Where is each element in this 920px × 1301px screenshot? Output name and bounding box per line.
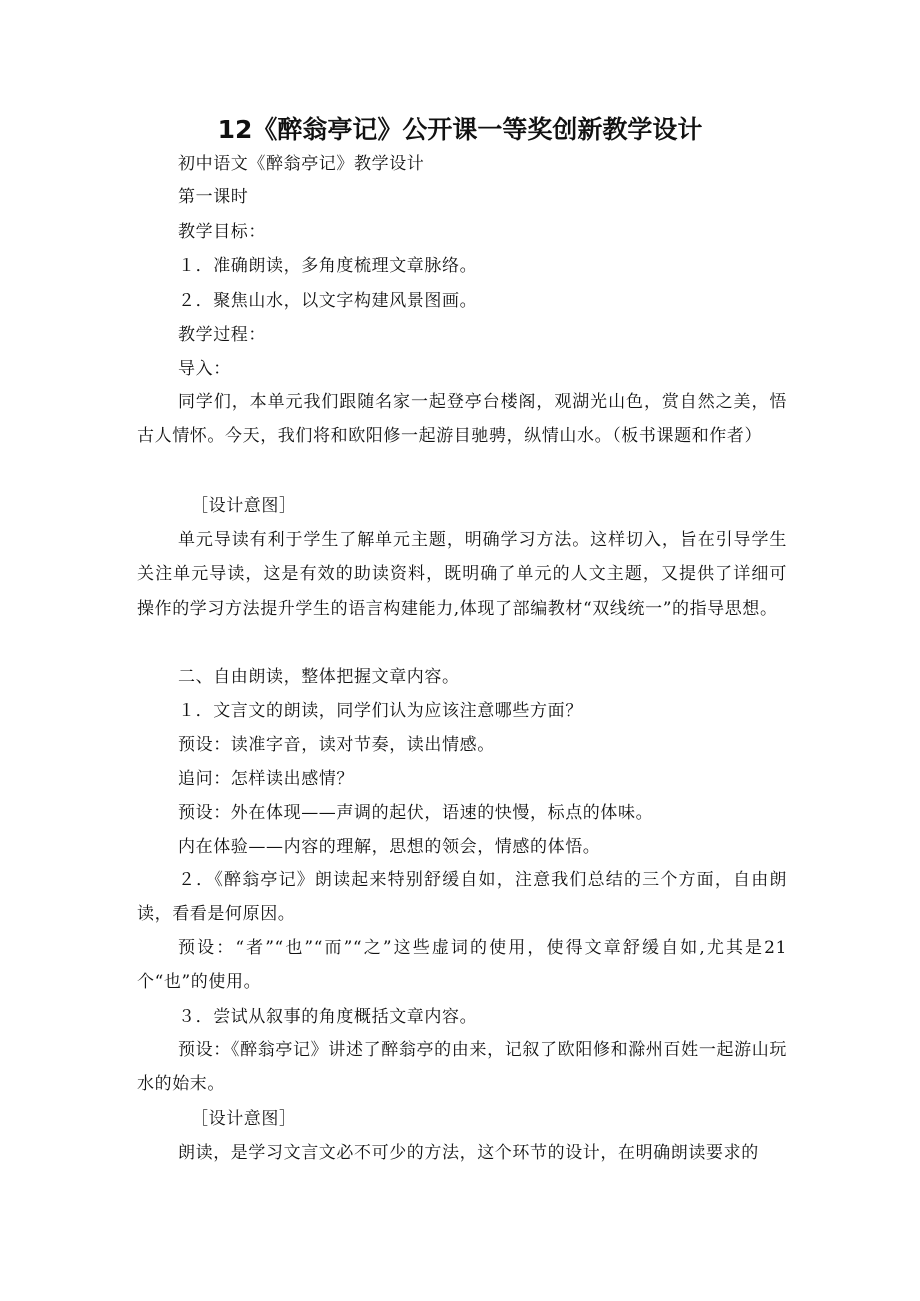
goals-heading: 教学目标：: [178, 222, 266, 242]
process-heading: 教学过程：: [178, 325, 266, 345]
subtitle: 初中语文《醉翁亭记》教学设计: [178, 154, 425, 174]
lesson-label: 第一课时: [178, 187, 249, 207]
question-3-preset-paragraph: 预设：《醉翁亭记》讲述了醉翁亭的由来，记叙了欧阳修和滁州百姓一起游山玩水的始末。: [137, 1040, 787, 1095]
design-intent-paragraph-1: 单元导读有利于学生了解单元主题，明确学习方法。这样切入，旨在引导学生关注单元导读，这是有效的助读资料，既明确了单元的人文主题，又提供了详细可操作的学习方法提升学生的语言构建能力,体现了部编教材“双线统一”的指导思想。: [137, 530, 787, 619]
section-2-heading: 二、自由朗读，整体把握文章内容。: [178, 667, 460, 687]
goal-item-1: １．准确朗读，多角度梳理文章脉络。: [178, 256, 478, 276]
question-1-followup: 追问：怎样读出感情？: [178, 769, 354, 789]
question-2-paragraph: ２．《醉翁亭记》朗读起来特别舒缓自如，注意我们总结的三个方面，自由朗读，看看是何原因。: [137, 870, 787, 925]
question-2-preset-paragraph: 预设：“者”“也”“而”“之”这些虚词的使用，使得文章舒缓自如,尤其是21个“也”的使用。: [137, 938, 787, 993]
question-1-inner: 内在体验——内容的理解，思想的领会，情感的体悟。: [178, 837, 601, 857]
question-1-preset: 预设：读准字音，读对节奏，读出情感。: [178, 735, 495, 755]
question-1: １．文言文的朗读，同学们认为应该注意哪些方面？: [178, 701, 583, 721]
intro-heading: 导入：: [178, 359, 231, 379]
document-title: 12《醉翁亭记》公开课一等奖创新教学设计: [217, 115, 703, 144]
question-1-preset-2: 预设：外在体现——声调的起伏，语速的快慢，标点的体味。: [178, 803, 654, 823]
design-intent-label-2: ［设计意图］: [191, 1109, 297, 1129]
goal-item-2: ２．聚焦山水，以文字构建风景图画。: [178, 291, 478, 311]
design-intent-paragraph-2: 朗读，是学习文言文必不可少的方法，这个环节的设计，在明确朗读要求的: [178, 1143, 759, 1163]
design-intent-label-1: ［设计意图］: [191, 496, 297, 516]
intro-paragraph: 同学们，本单元我们跟随名家一起登亭台楼阁，观湖光山色，赏自然之美，悟古人情怀。今天，我们将和欧阳修一起游目驰骋，纵情山水。（板书课题和作者）: [137, 392, 787, 447]
question-3: ３．尝试从叙事的角度概括文章内容。: [178, 1007, 478, 1027]
